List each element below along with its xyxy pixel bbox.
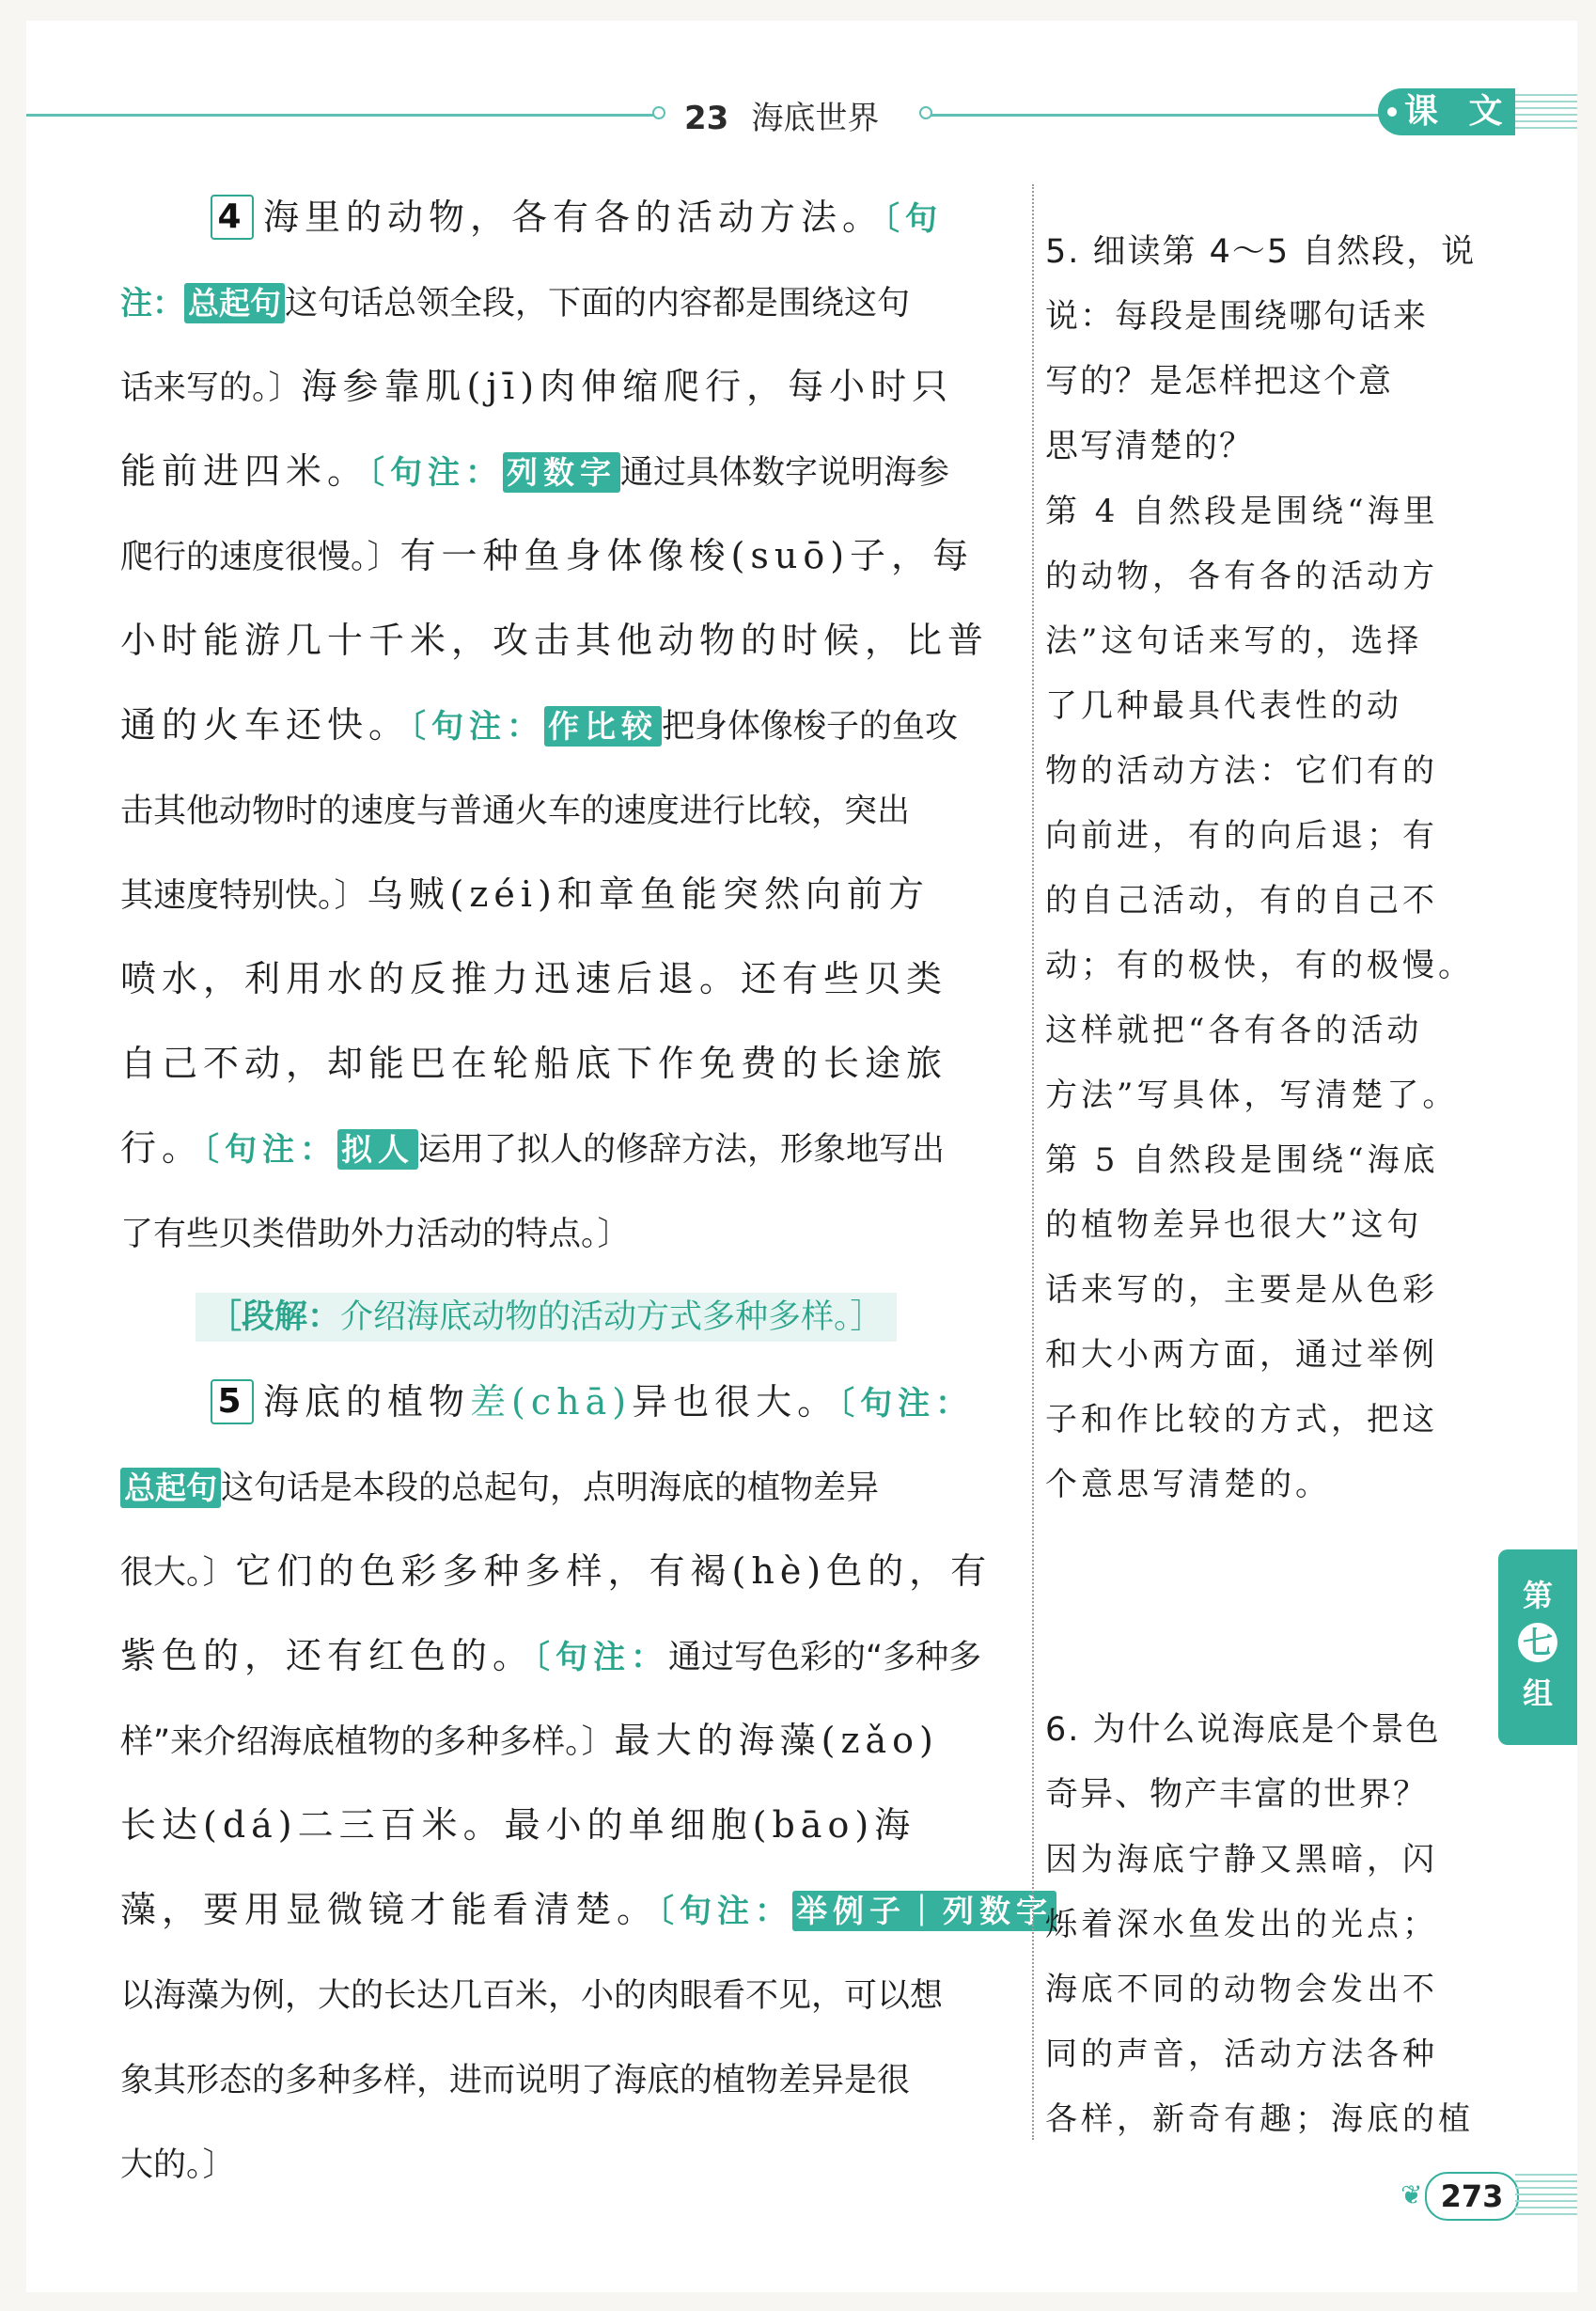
text-line [120,429,1018,513]
note-label: 〔句注： [838,1385,974,1423]
note-label: 〔句注： [368,454,504,492]
answer-line: 这样就把“各有各的活动 [1045,1012,1423,1049]
text-line [120,1783,1018,1867]
note-text: 话来写的。〕 [120,369,302,407]
note-text: 很大。〕 [120,1554,236,1592]
section-tab-kewen: 课 文 [1378,88,1515,135]
answer-line: 法”这句话来写的，选择 [1045,622,1423,660]
note-text: 样”来介绍海底植物的多种多样。〕 [120,1723,615,1761]
answer-line: 海底不同的动物会发出不 [1045,1971,1438,2008]
column-separator [1032,184,1034,2140]
note-label: 〔句注： [534,1639,669,1676]
note-label: 〔句注： [203,1131,338,1169]
paragraph-number-4: 4 [211,195,254,240]
paragraph-number-5: 5 [211,1379,254,1424]
question-line: 写的？是怎样把这个意 [1045,363,1394,401]
text-line [120,1106,1018,1190]
note-tag: 拟人 [337,1129,418,1170]
text-line [120,1952,1018,2036]
note-tag: 总起句 [184,283,285,323]
unit-tab [1498,1549,1577,1745]
unit-tab-char: 第 [1522,1578,1553,1613]
text-line [120,175,1018,259]
note-text: 爬行的速度很慢。〕 [120,539,400,576]
text: 行。 [120,1127,204,1169]
answer-line: 话来写的，主要是从色彩 [1045,1271,1438,1309]
note-label: 〔句注： [658,1893,793,1930]
text: 异也很大。 [632,1381,839,1423]
header-rule-left [26,114,656,117]
text: 喷水，利用水的反推力迅速后退。还有些贝类 [120,958,948,999]
answer-line: 的动物，各有各的活动方 [1045,558,1438,595]
note-text: 以海藻为例，大的长达几百米，小的肉眼看不见，可以想 [120,1977,944,2015]
note-label: 注： [120,285,184,322]
side-question-5 [1045,220,1477,1517]
note-text: 象其形态的多种多样，进而说明了海底的植物差异是很 [120,2062,911,2099]
text: 海里的动物，各有各的活动方法。 [263,197,884,238]
header-stripes [1515,94,1577,132]
page-number: 273 [1425,2172,1519,2221]
note-text: 运用了拟人的修辞方法，形象地写出 [418,1131,946,1169]
note-text: 通过写色彩的“多种多 [668,1639,982,1676]
text-line [120,936,1018,1021]
note-text: 了有些贝类借助外力活动的特点。〕 [120,1216,631,1253]
duanjie-label: ［段解： [209,1298,341,1336]
text-line [120,344,1018,429]
text-line [120,1190,1018,1275]
text-line [120,1360,1018,1444]
text-line [120,259,1018,344]
duanjie-box [196,1293,897,1342]
lesson-number: 23 [684,100,729,137]
text: 小时能游几十千米，攻击其他动物的时候，比普 [120,620,990,661]
note-tag: 举例子｜列数字 [792,1891,1056,1931]
text: 有一种鱼身体像梭(suō)子，每 [399,535,975,576]
question-line: 思写清楚的？ [1045,428,1255,465]
header-rule-dot-right [919,106,932,119]
question-line: 说：每段是围绕哪句话来 [1045,298,1429,336]
text-line [120,1613,1018,1698]
text: 能前进四米。 [120,450,369,492]
note-label: 〔句 [884,200,944,238]
answer-line: 子和作比较的方式，把这 [1045,1401,1438,1438]
note-text: 通过具体数字说明海参 [620,454,950,492]
note-text: 其速度特别快。〕 [120,877,368,915]
lesson-header [684,92,879,138]
text-line [120,2036,1018,2121]
text: 通的火车还快。 [120,704,411,746]
text: 海参靠肌(jī)肉伸缩爬行，每小时只 [301,366,954,407]
unit-tab-char: 组 [1522,1675,1553,1711]
note-text: 这句话总领全段，下面的内容都是围绕这句 [285,285,911,322]
answer-line: 方法”写具体，写清楚了。 [1045,1077,1459,1114]
text: 自己不动，却能巴在轮船底下作免费的长途旅 [120,1043,948,1084]
highlighted-word: 差(chā) [470,1381,633,1423]
question-line: 5. 细读第 4～5 自然段，说 [1045,233,1477,271]
header-rule-right [931,114,1380,117]
answer-line: 的植物差异也很大”这句 [1045,1206,1423,1244]
text-line [120,1698,1018,1783]
answer-line: 因为海底宁静又黑暗，闪 [1045,1841,1438,1879]
text: 海底的植物 [263,1381,471,1423]
note-text: 这句话是本段的总起句，点明海底的植物差异 [221,1470,880,1507]
text-line [120,598,1018,683]
answer-line: 烁着深水鱼发出的光点； [1045,1906,1438,1943]
answer-line: 动；有的极快，有的极慢。 [1045,947,1474,984]
text-line [120,1529,1018,1613]
answer-line: 和大小两方面，通过举例 [1045,1336,1438,1374]
side-question-6 [1045,1698,1474,2152]
answer-line: 同的声音，活动方法各种 [1045,2036,1438,2073]
header-rule-dot-left [652,106,665,119]
text-line [120,767,1018,852]
note-text: 大的。〕 [120,2146,236,2184]
note-tag: 作比较 [544,706,662,747]
answer-line: 物的活动方法：它们有的 [1045,752,1438,790]
text-line [120,852,1018,936]
text-line [120,2121,1018,2206]
question-line: 6. 为什么说海底是个景色 [1045,1711,1441,1749]
answer-line: 第 5 自然段是围绕“海底 [1045,1141,1439,1179]
note-tag: 列数字 [503,452,620,493]
leaf-icon: ❦ [1400,2179,1423,2210]
text: 藻，要用显微镜才能看清楚。 [120,1889,659,1930]
text: 长达(dá)二三百米。最小的单细胞(bāo)海 [120,1804,916,1846]
footer-stripes [1515,2174,1577,2215]
question-line: 奇异、物产丰富的世界？ [1045,1776,1429,1814]
answer-line: 向前进，有的向后退；有 [1045,817,1438,855]
text-line [120,1444,1018,1529]
answer-line: 的自己活动，有的自己不 [1045,882,1438,920]
answer-line: 各样，新奇有趣；海底的植 [1045,2100,1474,2138]
unit-tab-number: 七 [1518,1623,1557,1662]
text: 乌贼(zéi)和章鱼能突然向前方 [367,873,930,915]
text: 紫色的，还有红色的。 [120,1635,535,1676]
paragraph-explanation [120,1275,1018,1360]
text: 最大的海藻(zǎo) [614,1720,939,1761]
lesson-title: 海底世界 [751,100,880,137]
note-tag: 总起句 [120,1468,221,1508]
note-text: 把身体像梭子的鱼攻 [662,708,959,746]
text-line [120,1021,1018,1106]
answer-line: 了几种最具代表性的动 [1045,687,1402,725]
answer-line: 第 4 自然段是围绕“海里 [1045,493,1439,530]
text-line [120,683,1018,767]
answer-line: 个意思写清楚的。 [1045,1466,1331,1503]
main-text-column [120,175,1054,2206]
text-line [120,513,1018,598]
duanjie-text: 介绍海底动物的活动方式多种多样。］ [340,1298,884,1336]
text-line [120,1867,1054,1952]
text: 它们的色彩多种多样，有褐(hè)色的，有 [235,1550,993,1592]
note-label: 〔句注： [410,708,545,746]
note-text: 击其他动物时的速度与普通火车的速度进行比较，突出 [120,793,911,830]
